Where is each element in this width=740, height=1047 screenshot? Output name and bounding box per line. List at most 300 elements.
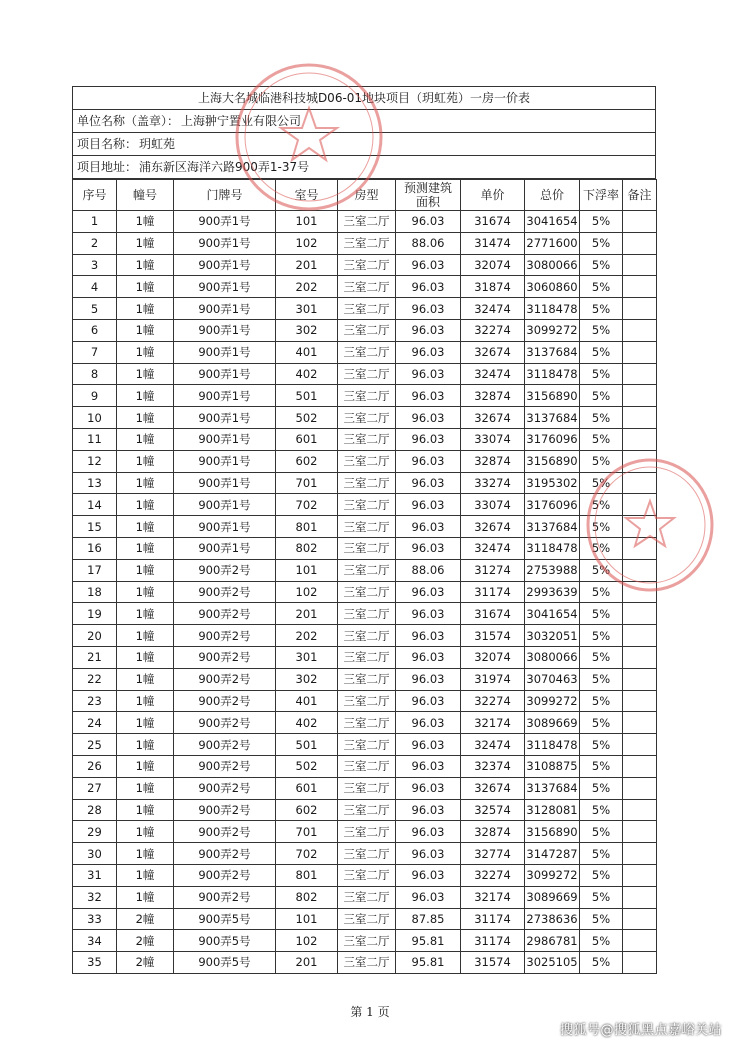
- unit-price-cell: 32074: [461, 254, 525, 276]
- total-price-cell: 3156890: [525, 385, 580, 407]
- table-row: [73, 712, 657, 734]
- room-number-cell: 202: [276, 625, 338, 647]
- building-number-cell: 1幢: [117, 646, 174, 668]
- room-number-cell: 201: [276, 952, 338, 974]
- source-watermark: 搜狐号@搜狐黑点嘉峪关站: [559, 1023, 722, 1038]
- discount-rate-cell: 5%: [580, 625, 623, 647]
- row-number-cell: 9: [73, 385, 117, 407]
- room-number-cell: 201: [276, 254, 338, 276]
- table-row: [73, 646, 657, 668]
- unit-price-cell: 33274: [461, 472, 525, 494]
- room-number-cell: 502: [276, 755, 338, 777]
- building-number-cell: 1幢: [117, 755, 174, 777]
- room-number-cell: 701: [276, 821, 338, 843]
- column-header: 备注: [623, 180, 657, 211]
- total-price-cell: 3070463: [525, 668, 580, 690]
- table-row: [73, 450, 657, 472]
- table-row: [73, 625, 657, 647]
- building-number-cell: 1幢: [117, 668, 174, 690]
- door-number-cell: 900弄2号: [174, 559, 276, 581]
- table-row: [73, 428, 657, 450]
- row-number-cell: 30: [73, 843, 117, 865]
- building-number-cell: 1幢: [117, 690, 174, 712]
- remarks-cell: [623, 843, 657, 865]
- forecast-area-cell: 96.03: [396, 646, 461, 668]
- column-header: 幢号: [117, 180, 174, 211]
- room-type-cell: 三室二厅: [338, 254, 396, 276]
- room-type-cell: 三室二厅: [338, 864, 396, 886]
- column-header: 预测建筑 面积: [396, 180, 461, 211]
- total-price-cell: 3147287: [525, 843, 580, 865]
- row-number-cell: 19: [73, 603, 117, 625]
- room-type-cell: 三室二厅: [338, 537, 396, 559]
- room-number-cell: 102: [276, 581, 338, 603]
- remarks-cell: [623, 646, 657, 668]
- door-number-cell: 900弄5号: [174, 930, 276, 952]
- forecast-area-cell: 96.03: [396, 886, 461, 908]
- unit-price-cell: 31674: [461, 211, 525, 233]
- room-type-cell: 三室二厅: [338, 755, 396, 777]
- door-number-cell: 900弄1号: [174, 494, 276, 516]
- total-price-cell: 3118478: [525, 298, 580, 320]
- unit-price-cell: 32674: [461, 516, 525, 538]
- room-number-cell: 302: [276, 668, 338, 690]
- total-price-cell: 3089669: [525, 712, 580, 734]
- remarks-cell: [623, 537, 657, 559]
- room-type-cell: 三室二厅: [338, 690, 396, 712]
- table-row: [73, 298, 657, 320]
- building-number-cell: 1幢: [117, 559, 174, 581]
- door-number-cell: 900弄1号: [174, 428, 276, 450]
- room-number-cell: 302: [276, 319, 338, 341]
- building-number-cell: 1幢: [117, 363, 174, 385]
- row-number-cell: 2: [73, 232, 117, 254]
- unit-price-cell: 32674: [461, 341, 525, 363]
- table-row: [73, 494, 657, 516]
- remarks-cell: [623, 755, 657, 777]
- remarks-cell: [623, 450, 657, 472]
- total-price-cell: 3176096: [525, 494, 580, 516]
- forecast-area-cell: 96.03: [396, 734, 461, 756]
- room-number-cell: 101: [276, 211, 338, 233]
- page-number: 第 1 页: [350, 1005, 390, 1019]
- room-number-cell: 702: [276, 843, 338, 865]
- unit-price-cell: 31974: [461, 668, 525, 690]
- building-number-cell: 1幢: [117, 777, 174, 799]
- building-number-cell: 1幢: [117, 450, 174, 472]
- total-price-cell: 3195302: [525, 472, 580, 494]
- discount-rate-cell: 5%: [580, 428, 623, 450]
- room-type-cell: 三室二厅: [338, 385, 396, 407]
- remarks-cell: [623, 407, 657, 429]
- door-number-cell: 900弄1号: [174, 232, 276, 254]
- table-row: [73, 516, 657, 538]
- forecast-area-cell: 96.03: [396, 363, 461, 385]
- room-type-cell: 三室二厅: [338, 232, 396, 254]
- unit-price-cell: 32174: [461, 886, 525, 908]
- discount-rate-cell: 5%: [580, 319, 623, 341]
- row-number-cell: 16: [73, 537, 117, 559]
- unit-price-cell: 33074: [461, 494, 525, 516]
- discount-rate-cell: 5%: [580, 559, 623, 581]
- project-address-label: 项目地址：: [77, 160, 138, 174]
- discount-rate-cell: 5%: [580, 908, 623, 930]
- total-price-cell: 3060860: [525, 276, 580, 298]
- total-price-cell: 3099272: [525, 690, 580, 712]
- forecast-area-cell: 96.03: [396, 516, 461, 538]
- table-row: [73, 603, 657, 625]
- column-header: 总价: [525, 180, 580, 211]
- forecast-area-cell: 88.06: [396, 559, 461, 581]
- remarks-cell: [623, 908, 657, 930]
- remarks-cell: [623, 276, 657, 298]
- discount-rate-cell: 5%: [580, 363, 623, 385]
- room-type-cell: 三室二厅: [338, 450, 396, 472]
- total-price-cell: 2993639: [525, 581, 580, 603]
- table-row: [73, 843, 657, 865]
- room-type-cell: 三室二厅: [338, 472, 396, 494]
- total-price-cell: 3041654: [525, 603, 580, 625]
- column-header: 室号: [276, 180, 338, 211]
- door-number-cell: 900弄5号: [174, 952, 276, 974]
- room-type-cell: 三室二厅: [338, 581, 396, 603]
- building-number-cell: 1幢: [117, 821, 174, 843]
- forecast-area-cell: 96.03: [396, 843, 461, 865]
- unit-price-cell: 32474: [461, 363, 525, 385]
- table-row: [73, 799, 657, 821]
- unit-price-cell: 31874: [461, 276, 525, 298]
- forecast-area-cell: 88.06: [396, 232, 461, 254]
- room-type-cell: 三室二厅: [338, 319, 396, 341]
- door-number-cell: 900弄1号: [174, 319, 276, 341]
- room-number-cell: 702: [276, 494, 338, 516]
- row-number-cell: 24: [73, 712, 117, 734]
- room-type-cell: 三室二厅: [338, 712, 396, 734]
- project-address-row: [72, 156, 656, 179]
- total-price-cell: 3041654: [525, 211, 580, 233]
- room-number-cell: 501: [276, 385, 338, 407]
- column-header: 房型: [338, 180, 396, 211]
- table-row: [73, 886, 657, 908]
- door-number-cell: 900弄1号: [174, 363, 276, 385]
- door-number-cell: 900弄2号: [174, 581, 276, 603]
- building-number-cell: 1幢: [117, 886, 174, 908]
- discount-rate-cell: 5%: [580, 298, 623, 320]
- building-number-cell: 1幢: [117, 472, 174, 494]
- forecast-area-cell: 96.03: [396, 777, 461, 799]
- discount-rate-cell: 5%: [580, 581, 623, 603]
- discount-rate-cell: 5%: [580, 712, 623, 734]
- room-number-cell: 402: [276, 712, 338, 734]
- total-price-cell: 3118478: [525, 734, 580, 756]
- door-number-cell: 900弄2号: [174, 668, 276, 690]
- building-number-cell: 1幢: [117, 603, 174, 625]
- room-type-cell: 三室二厅: [338, 668, 396, 690]
- remarks-cell: [623, 603, 657, 625]
- discount-rate-cell: 5%: [580, 734, 623, 756]
- building-number-cell: 2幢: [117, 908, 174, 930]
- total-price-cell: 3080066: [525, 646, 580, 668]
- table-row: [73, 407, 657, 429]
- remarks-cell: [623, 799, 657, 821]
- door-number-cell: 900弄2号: [174, 777, 276, 799]
- room-type-cell: 三室二厅: [338, 952, 396, 974]
- forecast-area-cell: 96.03: [396, 821, 461, 843]
- discount-rate-cell: 5%: [580, 494, 623, 516]
- row-number-cell: 27: [73, 777, 117, 799]
- building-number-cell: 1幢: [117, 428, 174, 450]
- project-name-row: [72, 133, 656, 156]
- forecast-area-cell: 96.03: [396, 450, 461, 472]
- building-number-cell: 1幢: [117, 254, 174, 276]
- total-price-cell: 3137684: [525, 516, 580, 538]
- building-number-cell: 1幢: [117, 385, 174, 407]
- forecast-area-cell: 96.03: [396, 254, 461, 276]
- table-row: [73, 363, 657, 385]
- building-number-cell: 1幢: [117, 407, 174, 429]
- unit-price-cell: 31574: [461, 625, 525, 647]
- unit-price-cell: 31574: [461, 952, 525, 974]
- door-number-cell: 900弄2号: [174, 712, 276, 734]
- table-row: [73, 276, 657, 298]
- room-type-cell: 三室二厅: [338, 930, 396, 952]
- project-name-value: 玥虹苑: [139, 137, 176, 151]
- door-number-cell: 900弄1号: [174, 516, 276, 538]
- door-number-cell: 900弄2号: [174, 843, 276, 865]
- room-number-cell: 501: [276, 734, 338, 756]
- table-row: [73, 472, 657, 494]
- remarks-cell: [623, 777, 657, 799]
- table-row: [73, 211, 657, 233]
- total-price-cell: 3156890: [525, 450, 580, 472]
- room-type-cell: 三室二厅: [338, 341, 396, 363]
- building-number-cell: 1幢: [117, 581, 174, 603]
- unit-price-cell: 31174: [461, 908, 525, 930]
- remarks-cell: [623, 559, 657, 581]
- table-row: [73, 581, 657, 603]
- unit-price-cell: 32874: [461, 821, 525, 843]
- forecast-area-cell: 96.03: [396, 211, 461, 233]
- forecast-area-cell: 96.03: [396, 428, 461, 450]
- remarks-cell: [623, 712, 657, 734]
- room-number-cell: 801: [276, 516, 338, 538]
- building-number-cell: 1幢: [117, 864, 174, 886]
- price-sheet: [72, 86, 656, 974]
- room-number-cell: 401: [276, 690, 338, 712]
- door-number-cell: 900弄1号: [174, 407, 276, 429]
- forecast-area-cell: 96.03: [396, 712, 461, 734]
- row-number-cell: 6: [73, 319, 117, 341]
- room-type-cell: 三室二厅: [338, 908, 396, 930]
- room-type-cell: 三室二厅: [338, 799, 396, 821]
- room-type-cell: 三室二厅: [338, 821, 396, 843]
- building-number-cell: 1幢: [117, 712, 174, 734]
- room-number-cell: 201: [276, 603, 338, 625]
- table-row: [73, 668, 657, 690]
- total-price-cell: 3118478: [525, 537, 580, 559]
- room-type-cell: 三室二厅: [338, 428, 396, 450]
- row-number-cell: 4: [73, 276, 117, 298]
- column-header: 序号: [73, 180, 117, 211]
- unit-price-cell: 32674: [461, 407, 525, 429]
- total-price-cell: 3032051: [525, 625, 580, 647]
- remarks-cell: [623, 516, 657, 538]
- building-number-cell: 1幢: [117, 734, 174, 756]
- total-price-cell: 3137684: [525, 341, 580, 363]
- building-number-cell: 1幢: [117, 319, 174, 341]
- building-number-cell: 1幢: [117, 625, 174, 647]
- forecast-area-cell: 96.03: [396, 385, 461, 407]
- discount-rate-cell: 5%: [580, 450, 623, 472]
- row-number-cell: 33: [73, 908, 117, 930]
- unit-price-cell: 32874: [461, 385, 525, 407]
- row-number-cell: 31: [73, 864, 117, 886]
- room-number-cell: 801: [276, 864, 338, 886]
- row-number-cell: 11: [73, 428, 117, 450]
- room-number-cell: 301: [276, 646, 338, 668]
- unit-price-cell: 32274: [461, 690, 525, 712]
- discount-rate-cell: 5%: [580, 341, 623, 363]
- forecast-area-cell: 96.03: [396, 472, 461, 494]
- remarks-cell: [623, 625, 657, 647]
- building-number-cell: 1幢: [117, 232, 174, 254]
- table-row: [73, 734, 657, 756]
- discount-rate-cell: 5%: [580, 407, 623, 429]
- price-table: [72, 179, 657, 974]
- table-row: [73, 385, 657, 407]
- discount-rate-cell: 5%: [580, 472, 623, 494]
- discount-rate-cell: 5%: [580, 864, 623, 886]
- room-number-cell: 602: [276, 450, 338, 472]
- total-price-cell: 3156890: [525, 821, 580, 843]
- remarks-cell: [623, 668, 657, 690]
- row-number-cell: 5: [73, 298, 117, 320]
- door-number-cell: 900弄2号: [174, 886, 276, 908]
- building-number-cell: 1幢: [117, 799, 174, 821]
- discount-rate-cell: 5%: [580, 668, 623, 690]
- room-number-cell: 601: [276, 777, 338, 799]
- row-number-cell: 1: [73, 211, 117, 233]
- row-number-cell: 18: [73, 581, 117, 603]
- total-price-cell: 3089669: [525, 886, 580, 908]
- remarks-cell: [623, 298, 657, 320]
- row-number-cell: 20: [73, 625, 117, 647]
- room-number-cell: 802: [276, 537, 338, 559]
- room-type-cell: 三室二厅: [338, 516, 396, 538]
- unit-price-cell: 31274: [461, 559, 525, 581]
- remarks-cell: [623, 581, 657, 603]
- door-number-cell: 900弄2号: [174, 755, 276, 777]
- row-number-cell: 26: [73, 755, 117, 777]
- table-row: [73, 232, 657, 254]
- forecast-area-cell: 96.03: [396, 625, 461, 647]
- discount-rate-cell: 5%: [580, 843, 623, 865]
- discount-rate-cell: 5%: [580, 886, 623, 908]
- room-number-cell: 601: [276, 428, 338, 450]
- total-price-cell: 3025105: [525, 952, 580, 974]
- remarks-cell: [623, 472, 657, 494]
- room-type-cell: 三室二厅: [338, 646, 396, 668]
- unit-price-cell: 32774: [461, 843, 525, 865]
- forecast-area-cell: 96.03: [396, 276, 461, 298]
- room-type-cell: 三室二厅: [338, 559, 396, 581]
- building-number-cell: 1幢: [117, 276, 174, 298]
- door-number-cell: 900弄2号: [174, 690, 276, 712]
- discount-rate-cell: 5%: [580, 799, 623, 821]
- discount-rate-cell: 5%: [580, 537, 623, 559]
- door-number-cell: 900弄1号: [174, 211, 276, 233]
- unit-name-value: 上海翀宁置业有限公司: [181, 114, 302, 128]
- table-row: [73, 930, 657, 952]
- project-name-label: 项目名称：: [77, 137, 138, 151]
- door-number-cell: 900弄1号: [174, 298, 276, 320]
- row-number-cell: 7: [73, 341, 117, 363]
- unit-price-cell: 32274: [461, 864, 525, 886]
- table-row: [73, 690, 657, 712]
- unit-price-cell: 32374: [461, 755, 525, 777]
- row-number-cell: 28: [73, 799, 117, 821]
- forecast-area-cell: 96.03: [396, 319, 461, 341]
- row-number-cell: 21: [73, 646, 117, 668]
- table-row: [73, 559, 657, 581]
- row-number-cell: 12: [73, 450, 117, 472]
- forecast-area-cell: 96.03: [396, 581, 461, 603]
- forecast-area-cell: 95.81: [396, 952, 461, 974]
- row-number-cell: 22: [73, 668, 117, 690]
- forecast-area-cell: 96.03: [396, 537, 461, 559]
- forecast-area-cell: 96.03: [396, 690, 461, 712]
- row-number-cell: 29: [73, 821, 117, 843]
- discount-rate-cell: 5%: [580, 254, 623, 276]
- row-number-cell: 3: [73, 254, 117, 276]
- remarks-cell: [623, 385, 657, 407]
- door-number-cell: 900弄2号: [174, 625, 276, 647]
- room-type-cell: 三室二厅: [338, 603, 396, 625]
- discount-rate-cell: 5%: [580, 690, 623, 712]
- column-header: 门牌号: [174, 180, 276, 211]
- unit-price-cell: 31674: [461, 603, 525, 625]
- building-number-cell: 1幢: [117, 516, 174, 538]
- room-type-cell: 三室二厅: [338, 298, 396, 320]
- door-number-cell: 900弄1号: [174, 450, 276, 472]
- room-number-cell: 102: [276, 232, 338, 254]
- total-price-cell: 3137684: [525, 407, 580, 429]
- project-address-value: 浦东新区海洋六路900弄1-37号: [139, 160, 310, 174]
- table-row: [73, 821, 657, 843]
- building-number-cell: 1幢: [117, 298, 174, 320]
- total-price-cell: 2738636: [525, 908, 580, 930]
- discount-rate-cell: 5%: [580, 211, 623, 233]
- remarks-cell: [623, 319, 657, 341]
- table-header-row: [73, 180, 657, 211]
- row-number-cell: 32: [73, 886, 117, 908]
- remarks-cell: [623, 886, 657, 908]
- forecast-area-cell: 96.03: [396, 755, 461, 777]
- row-number-cell: 25: [73, 734, 117, 756]
- unit-price-cell: 32874: [461, 450, 525, 472]
- discount-rate-cell: 5%: [580, 821, 623, 843]
- room-type-cell: 三室二厅: [338, 734, 396, 756]
- room-number-cell: 402: [276, 363, 338, 385]
- door-number-cell: 900弄1号: [174, 472, 276, 494]
- forecast-area-cell: 96.03: [396, 407, 461, 429]
- unit-price-cell: 33074: [461, 428, 525, 450]
- remarks-cell: [623, 494, 657, 516]
- door-number-cell: 900弄2号: [174, 821, 276, 843]
- total-price-cell: 3108875: [525, 755, 580, 777]
- forecast-area-cell: 96.03: [396, 494, 461, 516]
- table-row: [73, 952, 657, 974]
